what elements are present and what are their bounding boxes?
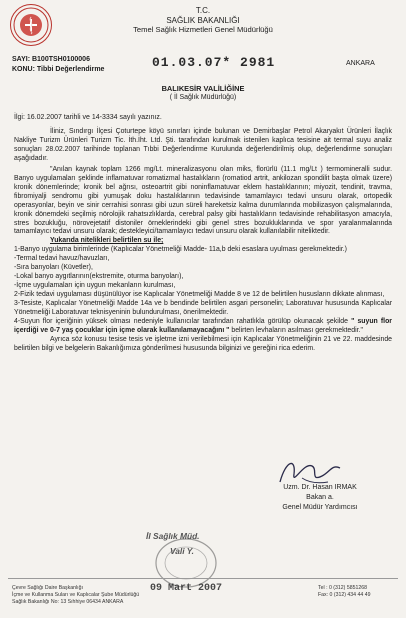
signatory-name: Uzm. Dr. Hasan IRMAK: [283, 484, 357, 491]
stamp-line1: İl Sağlık Müd.: [146, 531, 200, 541]
warning-sign-text: " suyun flor içerdiği ve 0-7 yaş çocuklar için içme olarak kullanılamayacağını ": [14, 318, 392, 334]
header-directorate: Temel Sağlık Hizmetleri Genel Müdürlüğü: [133, 25, 273, 34]
signatory-role: Bakan a.: [306, 494, 334, 501]
footer-fax: Fax: 0 (312) 434 44 49: [318, 592, 371, 598]
footer-address-3: Sağlık Bakanlığı No: 13 Sıhhiye 06434 ANKARA: [12, 599, 124, 605]
header-ministry: SAĞLIK BAKANLIĞI: [166, 16, 240, 25]
footer-address-1: Çevre Sağlığı Daire Başkanlığı: [12, 585, 83, 591]
recipient-subtitle: ( İl Sağlık Müdürlüğü): [169, 94, 237, 101]
footer-divider: [8, 578, 398, 579]
recipient-title: BALIKESİR VALİLİĞİNE: [161, 84, 245, 93]
list-item-flor-start: 4-Suyun flor içeriğinin yüksek olması nedeniyle kullanıcılar tarafından rahatlıkla görülüp okunacak şekilde: [14, 318, 348, 326]
paragraph-intro: İliniz, Sındırgı İlçesi Çoturtepe köyü sınırları içinde bulunan ve Demirbaşlar Petrol Akaryakıt Ürünleri İlaçlık Nakliye Turizm Ürünleri Turizm Tic. İth.İht. Ltd. Şti. tarafından kurulmak istenilen kaplıca tesisine ait termal suyu analiz sonuçları 28.02.2007 tarihinde toplanan Tıbbi Değerlendirme Kurulunda değerlendirilmiş olup, değerlendirme sonuçları aşağıdadır.: [14, 128, 392, 162]
list-item: -İçme uygulamaları için uygun mekanların kurulması,: [14, 282, 176, 290]
list-item: 1-Banyo uygulama birimlerinde (Kaplıcalar Yönetmeliği Madde- 11a,b deki esaslara uyulması gerekmektedir.): [14, 246, 347, 254]
signatory-title: Genel Müdür Yardımcısı: [282, 504, 358, 511]
sayi-label: SAYI: B100TSH0100006: [12, 56, 90, 63]
paragraph-heading: Yukarıda nitelikleri belirtilen su ile;: [50, 237, 164, 245]
received-date-stamp: 09 Mart 2007: [150, 583, 223, 594]
list-item-flor-end: belirten levhaların asılması gerekmektedir.": [229, 326, 363, 334]
list-item: -Lokal banyo aygıtlarının(ekstremite, oturma banyoları),: [14, 273, 184, 281]
letter-body: [14, 128, 392, 354]
list-item-flor: [14, 318, 392, 336]
list-item: 3-Tesiste, Kaplıcalar Yönetmeliği Madde 14a ve b bendinde belirtilen asgari personelin; Laboratuvar hususunda Kaplıcalar Yönetmeliği Laboratuvar teknisyeninin bulundurulması, önerilmektedir.: [14, 300, 392, 317]
city-label: ANKARA: [346, 60, 375, 67]
list-item: -Termal tedavi havuz/havuzları,: [14, 255, 110, 263]
header-tc: T.C.: [195, 6, 211, 15]
stamp-line2: Vali Y.: [170, 546, 194, 556]
footer-phone: Tel : 0 (312) 5851268: [318, 585, 368, 591]
konu-label: KONU: Tibbi Değerlendirme: [12, 66, 105, 73]
document-number-stamp: 01.03.07* 2981: [152, 55, 276, 70]
footer-address-2: İçme ve Kullanma Suları ve Kaplıcalar Şube Müdürlüğü: [12, 592, 140, 598]
paragraph-request: Ayrıca söz konusu tesise tesis ve işletme izni verilebilmesi için Kaplıcalar Yönetmeliğinin 21 ve 22. maddesinde belirtilen bilgi ve belgelerin Bakanlığımıza gönderilmesi hususunda bilginizi ve gereğini rica ederim.: [14, 335, 392, 352]
paragraph-evaluation: "Anılan kaynak toplam 1266 mg/Lt. mineralizasyonu olan miks, florürlü (11.1 mg/Lt ) termomineralli sudur. Banyo uygulamaları şeklinde inflamatuvar romatizmal hastalıkların (romatiod artrit, ankilozan spondilit başta olmak üzere) kronik dönemlerinde; kronik bel ağrısı, osteoartrit gibi noninflamatuvar eklem hastalıklarının; miyozit, tendinit, travma, fibromiyalji sendromu gibi yumuşak doku hastalıklarının tedavisinde tamamlayıcı tedavi unsuru olarak, ortopedik operasyonlar, beyin ve sinir cerrahisi sonrası gibi uzun süreli hareketsiz kalma durumlarında mobilizasyon çalışmalarında, kronik dönemdeki seçilmiş nörolojik rahatsızlıklarda, cerebral palsy gibi hastalıkların tedavisinde rehabilitasyon amacıyla, stres bozukluğu, nörovejetatif distoniler örneklerindeki gibi genel stres bozukluklarında ve spor yaralanmalarında tamamlayıcı tedavi unsuru olarak; destekleyici/tamamlayıcı tedavi unsuru olarak kullanılabilir niteliktedir.: [14, 165, 392, 236]
list-item: -Sıra banyoları (Küvetler),: [14, 264, 93, 272]
list-item: 2-Fizik tedavi uygulaması düşünülüyor ise Kaplıcalar Yönetmeliği Madde 8 ve 12 de belirtilen hususların dikkate alınması,: [14, 291, 385, 299]
reference-line: İlgi: 16.02.2007 tarihli ve 14-3334 sayılı yazınız.: [14, 114, 162, 121]
